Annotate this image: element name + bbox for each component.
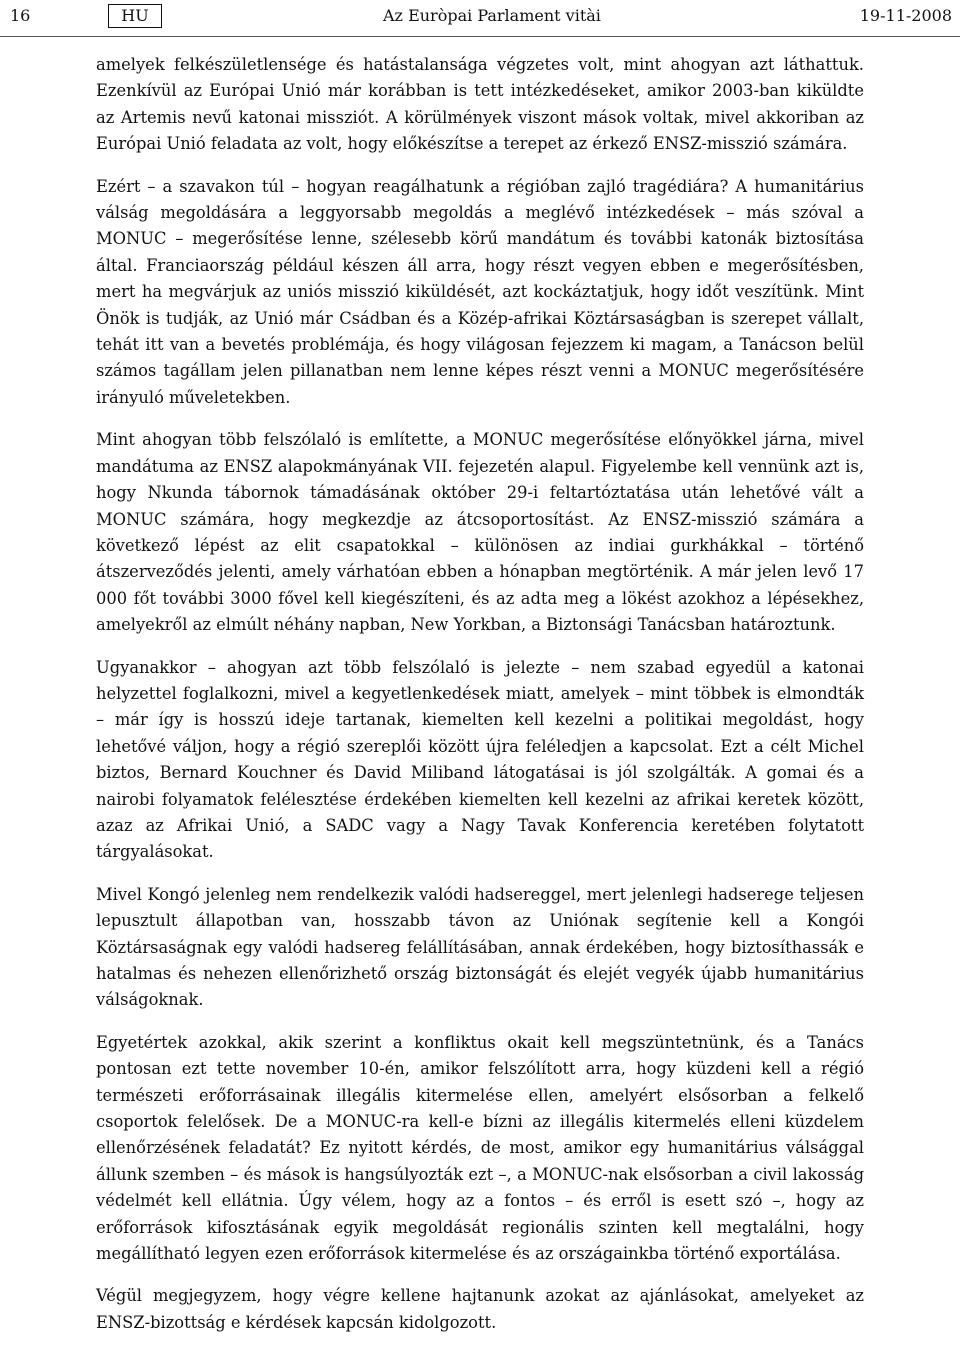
page-number: 16: [10, 6, 31, 25]
paragraph-7: Végül megjegyzem, hogy végre kellene hajtanunk azokat az ajánlásokat, amelyeket az ENSZ-bizottság e kérdések kapcsán kidolgozott.: [96, 1286, 864, 1332]
language-badge: HU: [108, 4, 162, 28]
paragraph-4: Ugyanakkor – ahogyan azt több felszólaló is jelezte – nem szabad egyedül a katonai helyzettel foglalkozni, mivel a kegyetlenkedések miatt, amelyek – mint többek is elmondták – már így is hosszú ideje tartanak, kiemelten kell kezelni a politikai megoldást, hogy lehetővé váljon, hogy a régió szereplői között újra feléledjen a kapcsolat. Ezt a célt Michel biztos, Bernard Kouchner és David Miliband látogatásai is jól szolgálták. A gomai és a nairobi folyamatok felélesztése érdekében kiemelten kell kezelni az afrikai keretek között, azaz az Afrikai Unió, a SADC vagy a Nagy Tavak Konferencia keretében folytatott tárgyalásokat.: [96, 657, 864, 862]
paragraph-3: Mint ahogyan több felszólaló is említette, a MONUC megerősítése előnyökkel járna, mivel mandátuma az ENSZ alapokmányának VII. fejezetén alapul. Figyelembe kell vennünk azt is, hogy Nkunda tábornok támadásának október 29-i feltartóztatása után lehetővé vált a MONUC számára, hogy megkezdje az átcsoportosítást. Az ENSZ-misszió számára a következő lépést az elit csapatokkal – különösen az indiai gurkhákkal – történő átszerveződés jelenti, amely várhatóan ebben a hónapban megtörténik. A már jelen levő 17 000 főt további 3000 fővel kell kiegészíteni, és az adta meg a lökést azokhoz a lépésekhez, amelyekről az elmúlt néhány napban, New Yorkban, a Biztonsági Tanácsban határoztunk.: [96, 430, 864, 635]
paragraph-6: Egyetértek azokkal, akik szerint a konfliktus okait kell megszüntetnünk, és a Tanács pontosan ezt tette november 10-én, amikor felszólított arra, hogy küzdeni kell a régió természeti erőforrásainak illegális kitermelése ellen, amelyért elsősorban a felkelő csoportok felelősek. De a MONUC-ra kell-e bízni az illegális kitermelés elleni küzdelem ellenőrzésének feladatát? Ez nyitott kérdés, de most, amikor egy humanitárius válsággal állunk szemben – és mások is hangsúlyozták ezt –, a MONUC-nak elsősorban a civil lakosság védelmét kell ellátnia. Úgy vélem, hogy az a fontos – és erről is esett szó –, hogy az erőforrások kifosztásának egyik megoldását regionális szinten kell megtalálni, hogy megállítható legyen ezen erőforrások kitermelése és az országainkba történő exportálása.: [96, 1032, 864, 1264]
paragraph-5: Mivel Kongó jelenleg nem rendelkezik valódi hadsereggel, mert jelenlegi hadserege teljesen lepusztult állapotban van, hosszabb távon az Uniónak segítenie kell a Kongói Köztársaságnak egy valódi hadsereg felállításában, annak érdekében, hogy biztosíthassák e hatalmas és nehezen ellenőrizhető ország biztonságát és elejét vegyék újabb humanitárius válságoknak.: [96, 884, 864, 1010]
page-header: [0, 0, 960, 36]
document-title: Az Euròpai Parlament vitài: [383, 6, 601, 25]
paragraph-2: Ezért – a szavakon túl – hogyan reagálhatunk a régióban zajló tragédiára? A humanitárius válság megoldására a leggyorsabb megoldás a meglévő intézkedések – más szóval a MONUC – megerősítése lenne, szélesebb körű mandátum és további katonák biztosítása által. Franciaország például készen áll arra, hogy részt vegyen ebben e megerősítésben, mert ha megvárjuk az uniós misszió kiküldését, azt kockáztatjuk, hogy időt veszítünk. Mint Önök is tudják, az Unió már Csádban és a Közép-afrikai Köztársaságban is szerepet vállalt, tehát itt van a bevetés problémája, és hogy világosan fejezzem ki magam, a Tanácson belül számos tagállam jelen pillanatban nem lenne képes részt venni a MONUC megerősítésére irányuló műveletekben.: [96, 176, 864, 407]
document-body: [96, 52, 864, 1352]
document-date: 19-11-2008: [859, 6, 952, 25]
paragraph-1: amelyek felkészületlensége és hatástalansága végzetes volt, mint ahogyan azt láthattuk. Ezenkívül az Európai Unió már korábban is tett intézkedéseket, amikor 2003-ban kiküldte az Artemis nevű katonai missziót. A körülmények viszont mások voltak, mivel akkoriban az Európai Unió feladata az volt, hogy előkészítse a terepet az érkező ENSZ-misszió számára.: [96, 55, 864, 154]
header-divider: [0, 36, 960, 37]
